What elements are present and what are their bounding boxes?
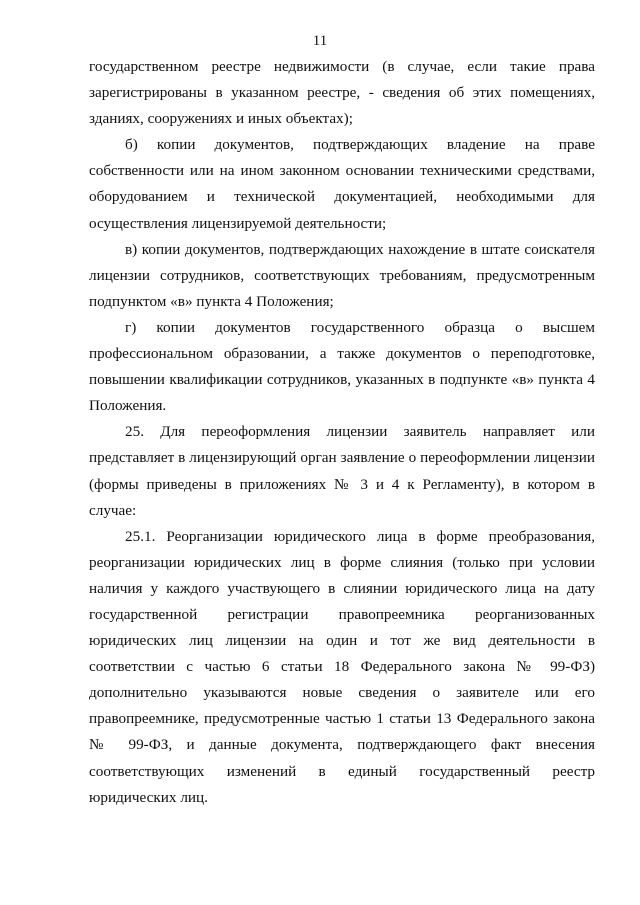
text-line: юридических лиц лицензии на один и тот же вид деятельности в (89, 632, 595, 650)
text-line: повышении квалификации сотрудников, указанных в подпункте «в» пункта 4 (89, 371, 595, 389)
text-line: государственном реестре недвижимости (в случае, если такие права (89, 58, 595, 75)
paragraph-section-25 (89, 419, 595, 523)
paragraph-continuation (89, 54, 595, 132)
text-line: осуществления лицензируемой деятельности; (89, 214, 387, 232)
text-line: юридических лиц. (89, 788, 208, 806)
text-line: профессиональном образовании, а также документов о переподготовке, (89, 345, 595, 363)
text-line: наличия у каждого участвующего в слиянии юридического лица на дату (89, 579, 595, 597)
text-line: собственности или на ином законном основании техническими средствами, (89, 162, 595, 180)
text-line: подпунктом «в» пункта 4 Положения; (89, 292, 334, 310)
text-line: случае: (89, 501, 137, 519)
text-line: (формы приведены в приложениях № 3 и 4 к Регламенту), в котором в (89, 475, 595, 493)
text-line: 25. Для переоформления лицензии заявитель направляет или (125, 423, 595, 441)
text-line: б) копии документов, подтверждающих владение на праве (125, 136, 595, 154)
paragraph-section-25-1 (89, 524, 595, 811)
paragraph-item-v (89, 237, 595, 315)
text-line: правопреемнике, предусмотренные частью 1 статьи 13 Федерального закона (89, 710, 595, 728)
text-line: государственной регистрации правопреемника реорганизованных (89, 605, 595, 623)
text-line: лицензии сотрудников, соответствующих требованиям, предусмотренным (89, 266, 595, 284)
page-number: 11 (312, 33, 328, 49)
text-line: зданиях, сооружениях и иных объектах); (89, 110, 353, 128)
text-line: дополнительно указываются новые сведения о заявителе или его (89, 684, 595, 702)
text-line: оборудованием и технической документацией, необходимыми для (89, 188, 595, 206)
text-line: реорганизации юридических лиц в форме слияния (только при условии (89, 553, 595, 571)
text-line: г) копии документов государственного образца о высшем (125, 318, 595, 336)
text-line: в) копии документов, подтверждающих нахождение в штате соискателя (125, 240, 595, 258)
text-line: зарегистрированы в указанном реестре, - сведения об этих помещениях, (89, 84, 595, 102)
text-line: 25.1. Реорганизации юридического лица в форме преобразования, (125, 527, 595, 545)
text-line: соответствующих изменений в единый государственный реестр (89, 762, 595, 780)
text-line: № 99-ФЗ, и данные документа, подтверждающего факт внесения (89, 736, 595, 754)
text-line: Положения. (89, 397, 167, 415)
text-line: представляет в лицензирующий орган заявление о переоформлении лицензии (89, 449, 595, 467)
document-body (89, 54, 595, 811)
paragraph-item-b (89, 132, 595, 236)
paragraph-item-g (89, 315, 595, 419)
text-line: соответствии с частью 6 статьи 18 Федерального закона № 99-ФЗ) (89, 658, 595, 676)
